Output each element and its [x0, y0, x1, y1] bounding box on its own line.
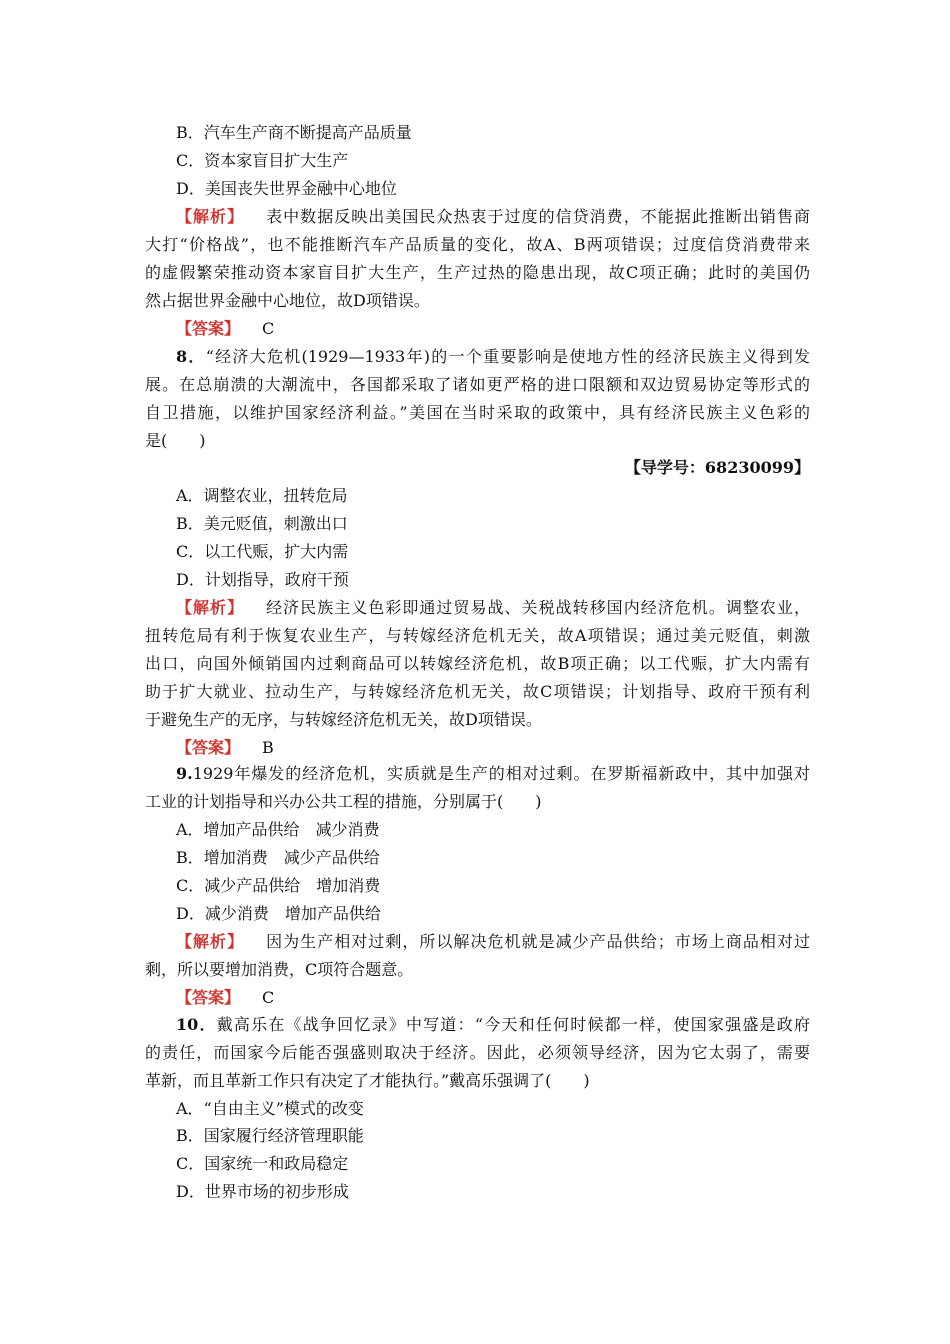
- option-d: D．世界市场的初步形成: [176, 1182, 349, 1201]
- analysis-line: 的虚假繁荣推动资本家盲目扩大生产，生产过热的隐患出现，故C项正确；此时的美国仍: [145, 263, 810, 282]
- question-number: 10．: [176, 1015, 217, 1034]
- option-c: C．资本家盲目扩大生产: [176, 151, 349, 170]
- question-stem: 革新，而且革新工作只有决定了才能执行。”戴高乐强调了( ): [145, 1071, 590, 1090]
- option-b: B．国家履行经济管理职能: [176, 1126, 364, 1145]
- answer-label: 【答案】: [176, 988, 241, 1007]
- analysis-line: 助于扩大就业、拉动生产，与转嫁经济危机无关，故C项错误；计划指导、政府干预有利: [145, 682, 810, 701]
- analysis-label: 【解析】: [176, 207, 245, 226]
- analysis-line: 大打“价格战”，也不能推断汽车产品质量的变化，故A、B两项错误；过度信贷消费带来: [145, 235, 810, 254]
- option-b: B．增加消费 减少产品供给: [176, 848, 380, 867]
- question-stem: 10．戴高乐在《战争回忆录》中写道：“今天和任何时候都一样，使国家强盛是政府: [176, 1015, 810, 1034]
- question-number: 9.: [176, 764, 193, 783]
- question-stem: 工业的计划指导和兴办公共工程的措施，分别属于( ): [145, 792, 542, 811]
- answer-value: C: [262, 319, 275, 338]
- answer-value: C: [262, 988, 275, 1007]
- question-stem: 展。在总崩溃的大潮流中，各国都采取了诸如更严格的进口限额和双边贸易协定等形式的: [145, 375, 810, 394]
- option-b: B．美元贬值，刺激出口: [176, 514, 348, 533]
- analysis-line: 【解析】 表中数据反映出美国民众热衷于过度的信贷消费，不能据此推断出销售商: [176, 207, 810, 226]
- answer-line: [176, 738, 810, 758]
- question-stem: 是( ): [145, 431, 206, 450]
- option-c: C．国家统一和政局稳定: [176, 1154, 349, 1173]
- option-d: D．美国丧失世界金融中心地位: [176, 179, 397, 198]
- answer-label: 【答案】: [176, 738, 241, 757]
- analysis-line: 出口，向国外倾销国内过剩商品可以转嫁经济危机，故B项正确；以工代赈，扩大内需有: [145, 654, 810, 673]
- option-c: C．减少产品供给 增加消费: [176, 876, 381, 895]
- analysis-line: 扭转危局有利于恢复农业生产，与转嫁经济危机无关，故A项错误；通过美元贬值，刺激: [145, 626, 810, 645]
- answer-line: [176, 988, 810, 1008]
- question-number: 8．: [176, 347, 206, 366]
- analysis-label: 【解析】: [176, 932, 245, 951]
- analysis-label: 【解析】: [176, 598, 245, 617]
- option-d: D．计划指导，政府干预: [176, 570, 349, 589]
- analysis-line: 于避免生产的无序，与转嫁经济危机无关，故D项错误。: [145, 710, 542, 729]
- analysis-line: 然占据世界金融中心地位，故D项错误。: [145, 291, 430, 310]
- analysis-line: 剩，所以要增加消费，C项符合题意。: [145, 960, 414, 979]
- analysis-line: 【解析】 因为生产相对过剩，所以解决危机就是减少产品供给；市场上商品相对过: [176, 932, 810, 951]
- option-a: A．“自由主义”模式的改变: [176, 1099, 364, 1118]
- question-stem: 8．“经济大危机(1929—1933年)的一个重要影响是使地方性的经济民族主义得到发: [176, 347, 810, 366]
- option-d: D．减少消费 增加产品供给: [176, 904, 381, 923]
- analysis-line: 【解析】 经济民族主义色彩即通过贸易战、关税战转移国内经济危机。调整农业，: [176, 598, 810, 617]
- question-stem: 9.1929年爆发的经济危机，实质就是生产的相对过剩。在罗斯福新政中，其中加强对: [176, 764, 810, 783]
- answer-value: B: [262, 738, 274, 757]
- option-c: C．以工代赈，扩大内需: [176, 542, 349, 561]
- answer-label: 【答案】: [176, 319, 241, 338]
- option-a: A．增加产品供给 减少消费: [176, 820, 380, 839]
- answer-line: [176, 319, 810, 339]
- guide-number: 【导学号：68230099】: [624, 458, 810, 477]
- option-a: A．调整农业，扭转危局: [176, 486, 348, 505]
- question-stem: 的责任，而国家今后能否强盛则取决于经济。因此，必须领导经济，因为它太弱了，需要: [145, 1043, 810, 1062]
- question-stem: 自卫措施，以维护国家经济利益。”美国在当时采取的政策中，具有经济民族主义色彩的: [145, 403, 810, 422]
- option-b: B．汽车生产商不断提高产品质量: [176, 123, 412, 142]
